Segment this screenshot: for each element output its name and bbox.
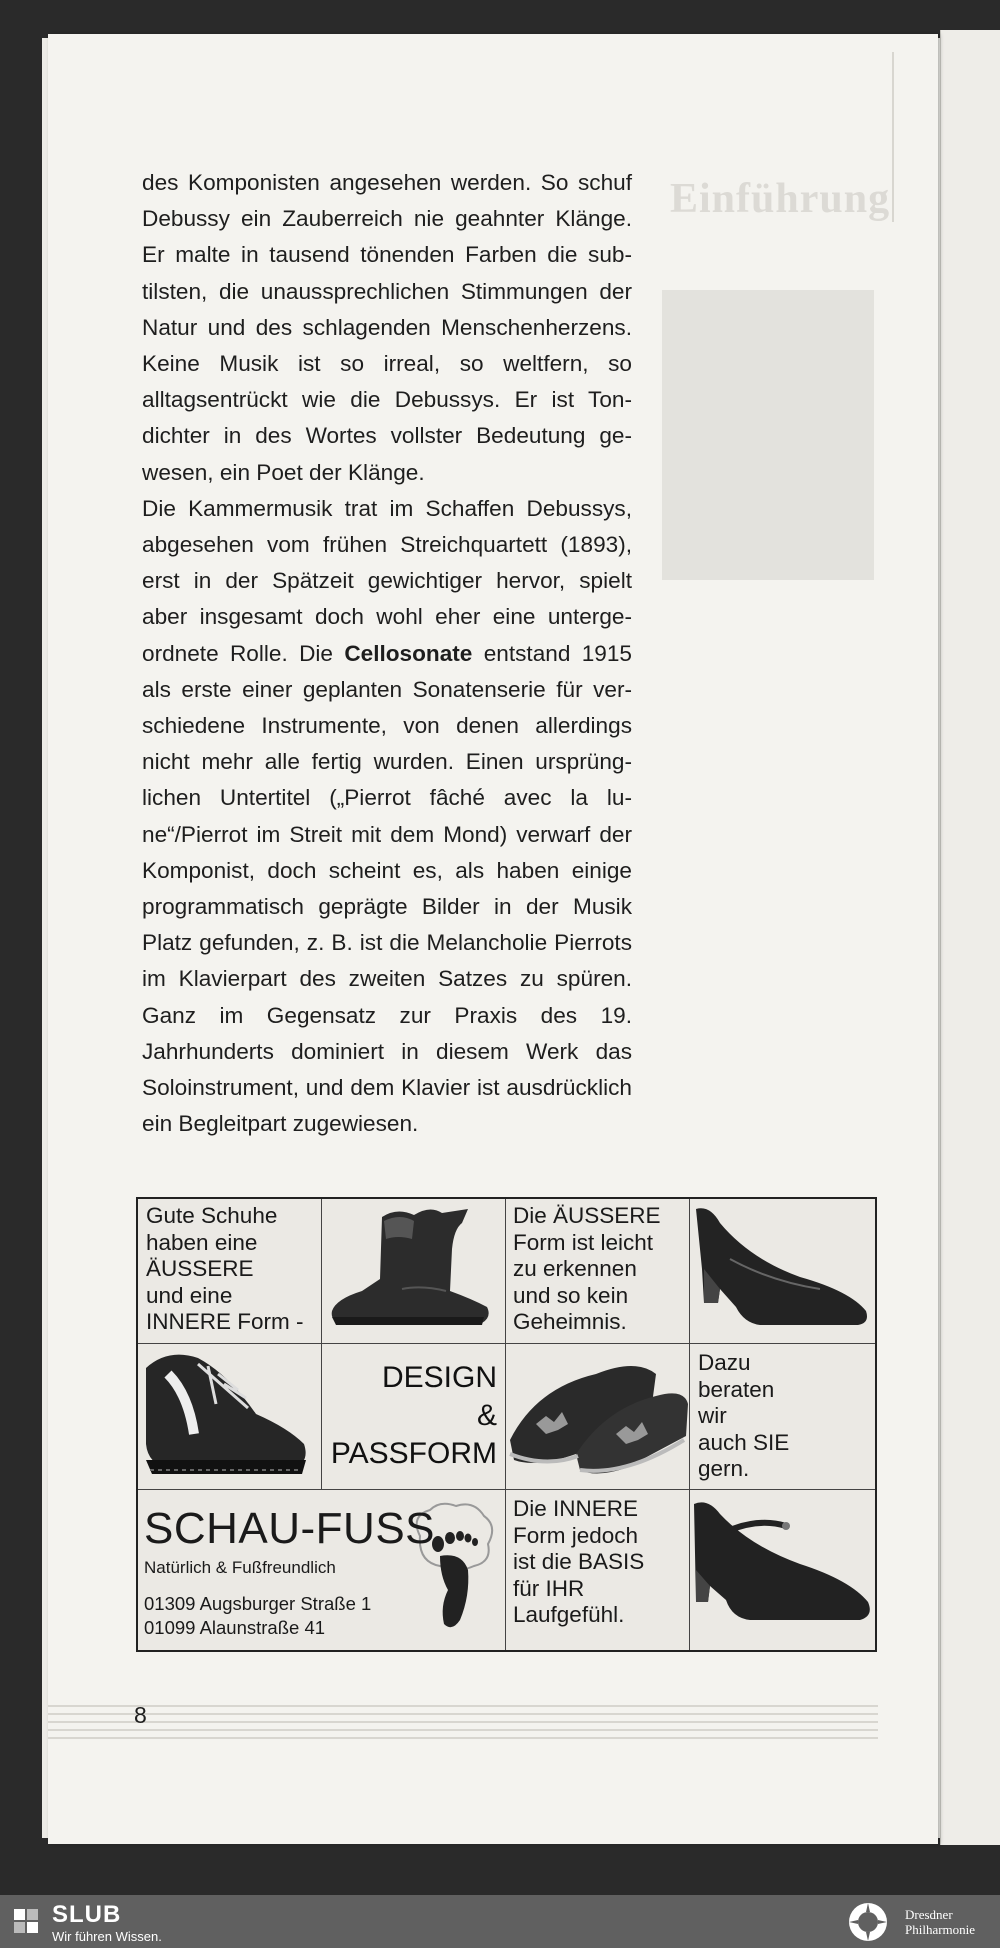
ankle-boot-image xyxy=(322,1199,505,1343)
ad-text-intro: Gute Schuhe haben eine ÄUSSERE und eine INNERE Form - xyxy=(146,1203,304,1334)
bleed-through-image xyxy=(662,290,874,580)
lace-up-shoe-image xyxy=(138,1344,321,1489)
article-body xyxy=(142,165,632,1142)
ampersand: & xyxy=(476,1399,497,1432)
slub-logo-text: SLUB xyxy=(52,1901,122,1928)
paragraph-1: des Komponisten angesehen werden. So schuf Debussy ein Zauberreich nie geahnter Klänge. Er malte in tausend tönenden Farben die subtilsten, die unaussprechlichen Stimmungen der Natur und des schlagenden Menschenherzens. Keine Musik ist so irreal, so weltfern, so alltagsentrückt wie die Debussys. Er ist Tondichter in des Wortes vollster Bedeutung gewesen, ein Poet der Klänge. xyxy=(142,170,632,485)
brand-tagline: Natürlich & Fußfreundlich xyxy=(144,1558,336,1577)
philharmonie-logo-icon xyxy=(842,1900,894,1944)
brand-name: SCHAU-FUSS xyxy=(144,1504,436,1553)
store-addresses: 01309 Augsburger Straße 1 01099 Alaunstraße 41 xyxy=(144,1593,372,1638)
paragraph-2-start: Die Kammermusik trat im Schaffen Debussys, abgesehen vom frühen Streichquartett (1893), erst in der Spätzeit gewichtiger hervor, spielt aber insgesamt doch wohl eher eine untergeordnete Rolle. Die xyxy=(142,495,632,666)
loafer-image xyxy=(690,1199,877,1343)
adjacent-page-edge xyxy=(940,30,1000,1845)
design-word: DESIGN xyxy=(381,1361,497,1394)
shoe-advertisement xyxy=(136,1197,877,1652)
ad-text-inner-form: Die INNERE Form jedoch ist die BASIS für IHR Laufgefühl. xyxy=(513,1496,645,1627)
ad-text-advice: Dazu beraten wir auch SIE gern. xyxy=(698,1350,790,1481)
ad-text-outer-form: Die ÄUSSERE Form ist leicht zu erkennen und so kein Geheimnis. xyxy=(513,1203,661,1334)
cellosonate-bold: Cellosonate xyxy=(344,640,473,666)
bleed-through-heading: Einführung xyxy=(670,176,891,222)
paragraph-2-end: entstand 1915 als erste einer geplanten Sonatenserie für verschiedene Instrumente, von denen allerdings nicht mehr alle fertig wurden. Einen ursprünglichen Untertitel („Pierrot fâché avec la lune“/Pierrot im Streit mit dem Mond) verwarf der Komponist, doch scheint es, als haben einige programmatisch geprägte Bilder in der Musik Platz gefunden, z. B. ist die Melancholie Pierrots im Klavierpart des zweiten Satzes zu spüren. Ganz im Gegensatz zur Praxis des 19. Jahrhunderts dominiert in diesem Werk das Soloinstrument, und dem Klavier ist ausdrücklich ein Begleitpart zugewiesen. xyxy=(142,640,632,1137)
philharmonie-logo-text: Dresdner Philharmonie xyxy=(905,1907,976,1937)
passform-word: PASSFORM xyxy=(330,1437,497,1470)
page-number: 8 xyxy=(134,1702,147,1728)
brand-block xyxy=(138,1490,505,1650)
slub-logo-icon xyxy=(12,1907,40,1935)
mary-jane-shoe-image xyxy=(690,1490,877,1650)
decorative-staff-lines xyxy=(48,1700,878,1740)
bleed-through-rule xyxy=(892,52,894,222)
slub-tagline: Wir führen Wissen. xyxy=(52,1929,162,1944)
leaf-pattern-clogs-image xyxy=(506,1344,689,1489)
design-passform-slogan xyxy=(322,1359,497,1473)
paragraph-2 xyxy=(142,491,632,1143)
